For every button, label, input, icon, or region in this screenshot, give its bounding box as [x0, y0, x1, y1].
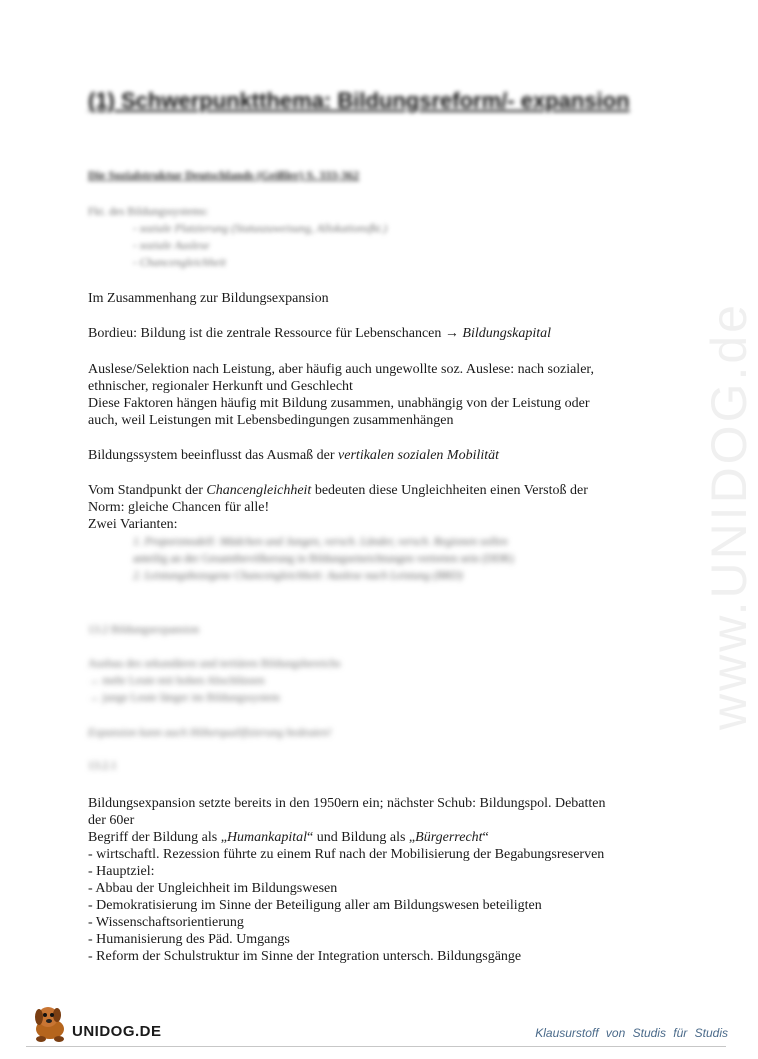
- section-heading: 13.2 Bildungsexpansion: [88, 624, 200, 636]
- begriff-italic: Bürgerrecht: [415, 830, 483, 845]
- text-line: Ausbau des sekundären und tertiären Bildungsbereichs: [88, 658, 341, 670]
- function-item: - soziale Platzierung (Statuszuweisung, Allokationsfkt.): [133, 223, 388, 235]
- standpoint-pre: Vom Standpunkt der: [88, 483, 207, 498]
- section-heading: 13.2.1: [88, 760, 117, 772]
- bullet-item: - Hauptziel:: [88, 864, 155, 879]
- standpoint-paragraph: [88, 482, 648, 533]
- variant-item: anteilig an der Gesamtbevölkerung in Bildungseinrichtungen vertreten sein (DDR): [133, 553, 514, 565]
- text-line: Auslese/Selektion nach Leistung, aber häufig auch ungewollte soz. Auslese: nach sozialer,: [88, 362, 595, 377]
- text-line: der 60er: [88, 813, 135, 828]
- bullet-item: - Wissenschaftsorientierung: [88, 915, 244, 930]
- page-title: (1) Schwerpunktthema: Bildungsreform/- expansion: [88, 88, 630, 113]
- text-line: ethnischer, regionaler Herkunft und Geschlecht: [88, 379, 353, 394]
- bullet-item: - Humanisierung des Päd. Umgangs: [88, 932, 290, 947]
- expansion-note: Expansion kann auch Höherqualifizierung bedeuten!: [88, 727, 332, 739]
- functions-block: [88, 204, 387, 272]
- bullet-item: - Reform der Schulstruktur im Sinne der Integration untersch. Bildungsgänge: [88, 949, 522, 964]
- footer-divider: [26, 1046, 726, 1047]
- begriff-italic: Humankapital: [226, 830, 308, 845]
- text-line: → junge Leute länger im Bildungssystem: [88, 692, 280, 704]
- expansion-block: [88, 656, 341, 707]
- dog-mascot-icon: [28, 1003, 74, 1043]
- standpoint-post: bedeuten diese Ungleichheiten einen Verstoß der: [311, 483, 588, 498]
- footer-tagline: Klausurstoff von Studis für Studis: [535, 1026, 728, 1040]
- function-item: - Chancengleichheit: [133, 257, 226, 269]
- source-subtitle: Die Sozialstruktur Deutschlands (Geißler) S. 333-362: [88, 168, 360, 182]
- mobility-italic: vertikalen sozialen Mobilität: [338, 448, 500, 463]
- variants-list: [133, 534, 643, 585]
- watermark: www.UNIDOG.de: [701, 302, 757, 730]
- text-line: Diese Faktoren hängen häufig mit Bildung zusammen, unabhängig von der Leistung oder: [88, 396, 590, 411]
- history-paragraph: [88, 795, 648, 965]
- unidog-logo[interactable]: [28, 1003, 162, 1043]
- text-line: Norm: gleiche Chancen für alle!: [88, 500, 270, 515]
- bourdieu-line: [88, 325, 648, 342]
- variant-item: 2. Leistungsbezogene Chancengleichheit: Auslese nach Leistung (BRD): [133, 570, 463, 582]
- text-line: auch, weil Leistungen mit Lebensbedingungen zusammenhängen: [88, 413, 454, 428]
- mobility-text: Bildungssystem beeinflusst das Ausmaß der: [88, 448, 339, 463]
- logo-text: UNIDOG.DE: [72, 1023, 162, 1040]
- text-line: → mehr Leute mit hohen Abschlüssen: [88, 675, 265, 687]
- text-line: Zwei Varianten:: [88, 517, 178, 532]
- function-item: - soziale Auslese: [133, 240, 210, 252]
- begriff-mid: “ und Bildung als „: [307, 830, 416, 845]
- bullet-item: - Demokratisierung im Sinne der Beteiligung aller am Bildungswesen beteiligten: [88, 898, 542, 913]
- context-line: Im Zusammenhang zur Bildungsexpansion: [88, 291, 329, 306]
- bullet-item: - wirtschaftl. Rezession führte zu einem Ruf nach der Mobilisierung der Begabungsreserven: [88, 847, 605, 862]
- begriff-line: [88, 829, 648, 846]
- variant-item: 1. Proporzmodell: Mädchen und Jungen, versch. Länder, versch. Regionen sollen: [133, 536, 508, 548]
- bourdieu-italic: Bildungskapital: [462, 326, 552, 341]
- begriff-post: “: [482, 830, 489, 845]
- standpoint-italic: Chancengleichheit: [206, 483, 312, 498]
- mobility-line: [88, 447, 648, 464]
- auslese-paragraph: [88, 361, 648, 429]
- bullet-item: - Abbau der Ungleichheit im Bildungswesen: [88, 881, 338, 896]
- bourdieu-text: Bordieu: Bildung ist die zentrale Ressource für Lebenschancen →: [88, 326, 463, 341]
- begriff-pre: Begriff der Bildung als „: [88, 830, 227, 845]
- text-line: [88, 482, 648, 499]
- text-line: Bildungsexpansion setzte bereits in den 1950ern ein; nächster Schub: Bildungspol. Debatten: [88, 796, 606, 811]
- functions-heading: Fkt. des Bildungssystems:: [88, 206, 209, 218]
